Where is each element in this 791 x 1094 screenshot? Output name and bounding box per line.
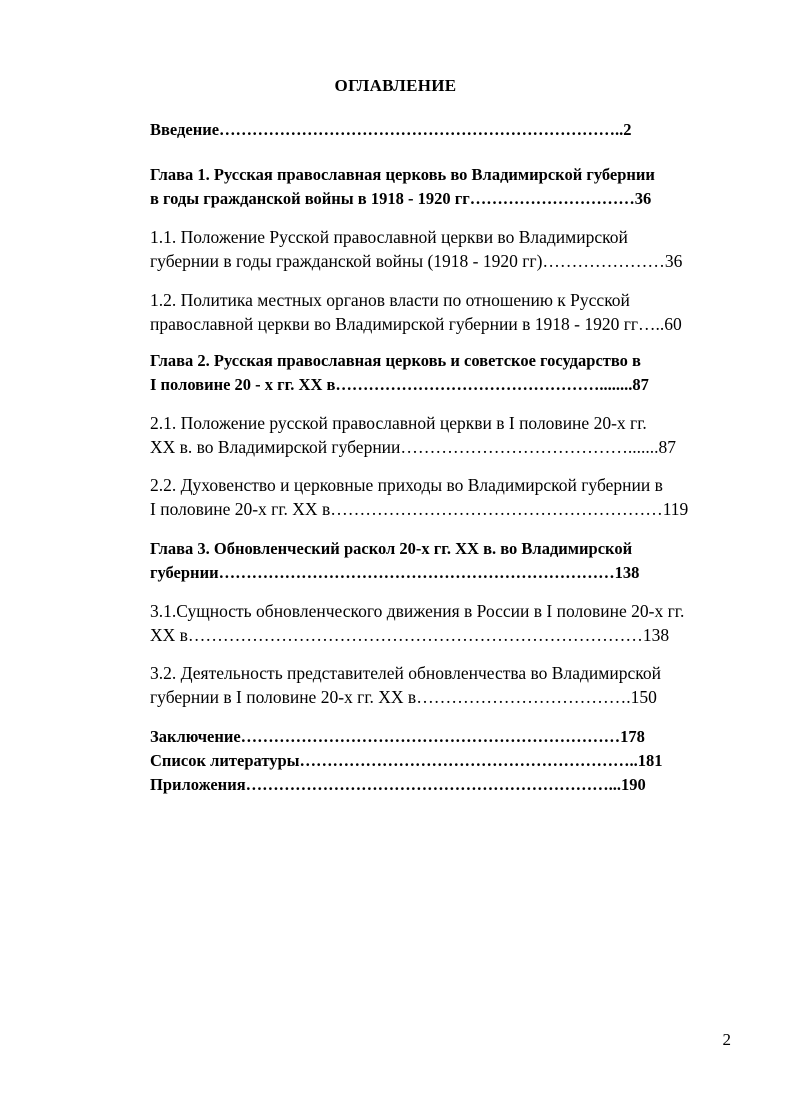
toc-entry-conclusion: [150, 725, 730, 749]
toc-entry-line: 3.2. Деятельность представителей обновленчества во Владимирской: [150, 663, 661, 683]
toc-entry-line: губернии в I половине 20-х гг. XX в……………………………….150: [150, 687, 657, 707]
toc-entry-appendices: [150, 773, 730, 797]
toc-entry-introduction: [150, 118, 730, 142]
toc-entry-section-3-2: [150, 661, 730, 709]
toc-entry-line: губернии в годы гражданской войны (1918 - 1920 гг)…………………36: [150, 251, 683, 271]
toc-entry-line: 2.1. Положение русской православной церкви в I половине 20-х гг.: [150, 413, 647, 433]
toc-entry-line: Глава 1. Русская православная церковь во Владимирской губернии: [150, 165, 655, 184]
toc-entry-line: I половине 20-х гг. XX в…………………………………………………119: [150, 499, 689, 519]
toc-entry-line: XX в. во Владимирской губернии………………………………….......87: [150, 437, 677, 457]
toc-entry-line: XX в……………………………………………………………………138: [150, 625, 670, 645]
toc-entry-line: православной церкви во Владимирской губернии в 1918 - 1920 гг…..60: [150, 314, 682, 334]
toc-entry-line: 3.1.Сущность обновленческого движения в России в I половине 20-х гг.: [150, 601, 685, 621]
toc-entry-section-3-1: [150, 599, 730, 647]
toc-entry-line: 1.1. Положение Русской православной церкви во Владимирской: [150, 227, 628, 247]
toc-entry-line: I половине 20 - х гг. XX в…………………………………………........87: [150, 375, 649, 394]
toc-entry-line: Глава 3. Обновленческий раскол 20-х гг. XX в. во Владимирской: [150, 539, 633, 558]
toc-entry-line: губернии………………………………………………………………138: [150, 563, 640, 582]
toc-entry-section-2-2: [150, 473, 730, 521]
toc-entry-line: Приложения…………………………………………………………...190: [150, 775, 646, 794]
toc-entry-line: Список литературы……………………………………………………..181: [150, 751, 663, 770]
toc-entry-line: 1.2. Политика местных органов власти по отношению к Русской: [150, 290, 630, 310]
toc-entry-line: Глава 2. Русская православная церковь и советское государство в: [150, 351, 641, 370]
toc-entry-section-1-1: [150, 225, 730, 273]
toc-entry-line: в годы гражданской войны в 1918 - 1920 гг…………………………36: [150, 189, 652, 208]
toc-entry-chapter-2: [150, 349, 730, 397]
toc-entry-line: 2.2. Духовенство и церковные приходы во Владимирской губернии в: [150, 475, 663, 495]
toc-entry-section-1-2: [150, 288, 730, 336]
toc-entry-bibliography: [150, 749, 730, 773]
page-number: 2: [722, 1030, 731, 1049]
toc-entry-chapter-1: [150, 163, 730, 211]
toc-entry-line: Введение………………………………………………………………..2: [150, 120, 632, 139]
toc-entry-section-2-1: [150, 411, 730, 459]
toc-entry-chapter-3: [150, 537, 730, 585]
toc-entry-line: Заключение……………………………………………………………178: [150, 727, 645, 746]
toc-title: ОГЛАВЛЕНИЕ: [334, 76, 457, 95]
